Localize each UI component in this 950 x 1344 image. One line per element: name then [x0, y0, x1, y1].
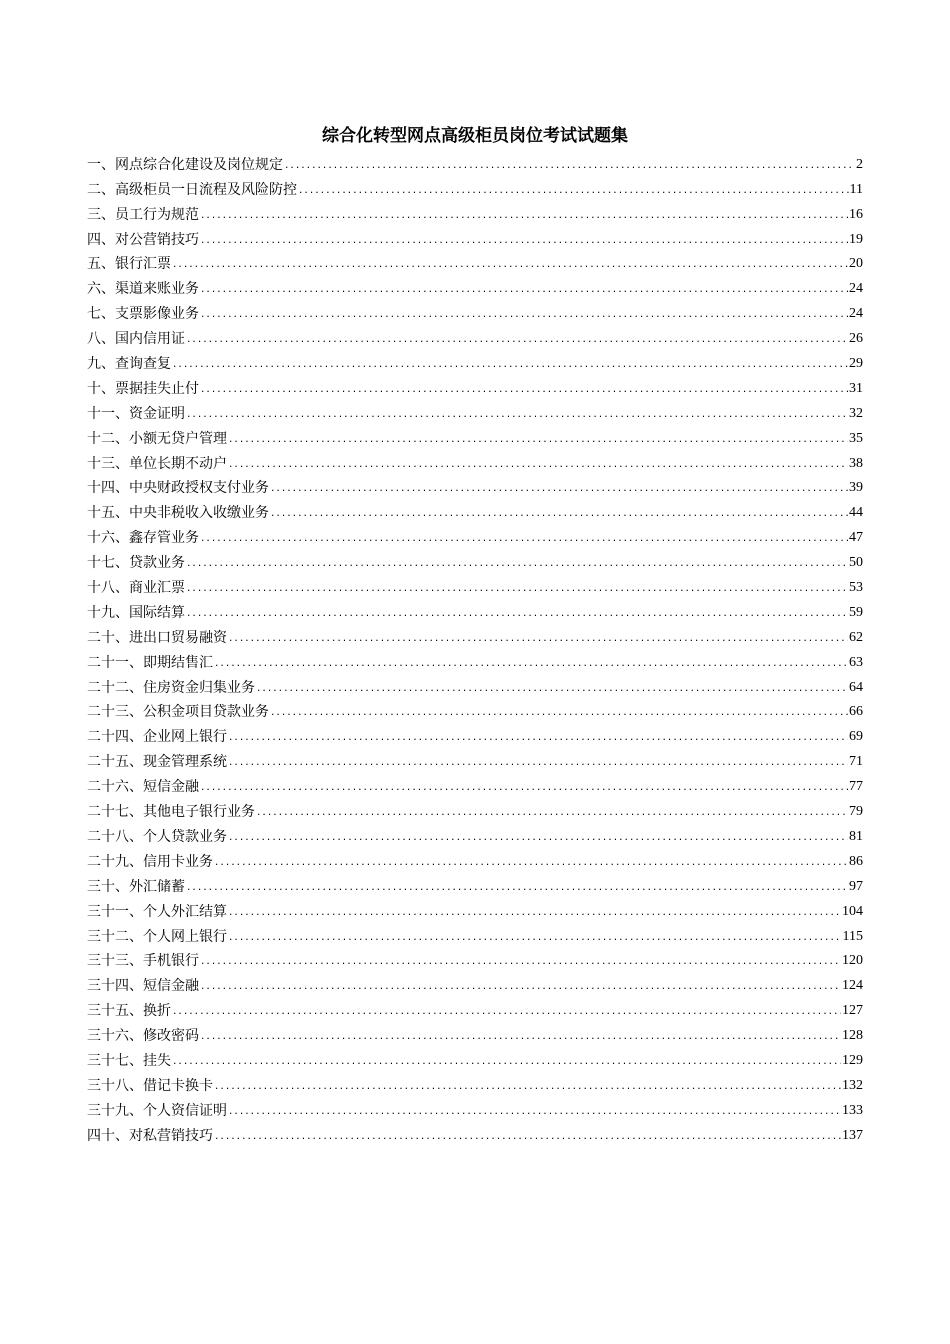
toc-entry-label: 三十八、借记卡换卡	[87, 1077, 213, 1094]
toc-dot-leader	[214, 857, 848, 869]
toc-entry[interactable]	[87, 373, 863, 398]
toc-dot-leader	[172, 359, 848, 371]
toc-entry-label: 十二、小额无贷户管理	[87, 430, 227, 447]
toc-entry[interactable]	[87, 771, 863, 796]
toc-entry[interactable]	[87, 1020, 863, 1045]
toc-dot-leader	[256, 807, 848, 819]
toc-entry-page-number: 120	[842, 953, 863, 969]
toc-entry-page-number: 47	[849, 530, 863, 546]
toc-entry-label: 六、渠道来账业务	[87, 281, 199, 298]
toc-entry-page-number: 128	[842, 1028, 863, 1044]
toc-entry-page-number: 11	[849, 181, 863, 197]
toc-entry-label: 三十二、个人网上银行	[87, 928, 227, 945]
toc-dot-leader	[200, 210, 848, 222]
toc-dot-leader	[298, 185, 849, 197]
toc-entry-page-number: 81	[849, 828, 863, 844]
toc-entry-page-number: 69	[849, 729, 863, 745]
toc-entry[interactable]	[87, 273, 863, 298]
toc-entry-page-number: 86	[849, 853, 863, 869]
toc-dot-leader	[228, 1106, 841, 1118]
toc-dot-leader	[172, 1056, 841, 1068]
toc-entry[interactable]	[87, 497, 863, 522]
toc-entry[interactable]	[87, 622, 863, 647]
toc-entry-page-number: 35	[849, 430, 863, 446]
toc-entry-page-number: 39	[849, 480, 863, 496]
toc-entry-label: 十四、中央财政授权支付业务	[87, 480, 269, 497]
toc-entry[interactable]	[87, 1070, 863, 1095]
toc-entry-label: 三十七、挂失	[87, 1052, 171, 1069]
toc-entry-label: 二十七、其他电子银行业务	[87, 804, 255, 821]
table-of-contents	[87, 149, 863, 1145]
toc-dot-leader	[228, 832, 848, 844]
toc-entry[interactable]	[87, 298, 863, 323]
toc-dot-leader	[200, 533, 848, 545]
toc-entry-label: 七、支票影像业务	[87, 306, 199, 323]
toc-dot-leader	[228, 633, 848, 645]
toc-entry[interactable]	[87, 473, 863, 498]
toc-entry-label: 三十六、修改密码	[87, 1028, 199, 1045]
toc-entry-page-number: 104	[842, 903, 863, 919]
toc-entry[interactable]	[87, 647, 863, 672]
toc-dot-leader	[186, 334, 848, 346]
toc-entry[interactable]	[87, 796, 863, 821]
toc-entry-page-number: 97	[849, 878, 863, 894]
toc-entry[interactable]	[87, 896, 863, 921]
toc-entry-label: 二十四、企业网上银行	[87, 729, 227, 746]
toc-entry[interactable]	[87, 746, 863, 771]
toc-entry-page-number: 24	[849, 281, 863, 297]
toc-entry-page-number: 137	[842, 1127, 863, 1143]
toc-entry-page-number: 38	[849, 455, 863, 471]
toc-dot-leader	[200, 981, 841, 993]
toc-entry-label: 二十二、住房资金归集业务	[87, 679, 255, 696]
toc-dot-leader	[200, 284, 848, 296]
toc-entry-page-number: 31	[849, 380, 863, 396]
toc-dot-leader	[200, 956, 841, 968]
toc-entry-page-number: 115	[842, 928, 863, 944]
toc-entry-page-number: 132	[842, 1077, 863, 1093]
toc-dot-leader	[228, 459, 848, 471]
toc-entry-label: 三十、外汇储蓄	[87, 878, 185, 895]
toc-dot-leader	[200, 1031, 841, 1043]
toc-entry-label: 三十三、手机银行	[87, 953, 199, 970]
toc-entry-label: 十六、鑫存管业务	[87, 530, 199, 547]
toc-dot-leader	[228, 434, 848, 446]
toc-entry-page-number: 71	[849, 754, 863, 770]
toc-entry-page-number: 79	[849, 804, 863, 820]
toc-entry-label: 十三、单位长期不动户	[87, 455, 227, 472]
toc-entry-page-number: 29	[849, 356, 863, 372]
toc-entry-label: 三十四、短信金融	[87, 978, 199, 995]
toc-entry-page-number: 127	[842, 1003, 863, 1019]
toc-entry[interactable]	[87, 995, 863, 1020]
toc-entry-page-number: 129	[842, 1052, 863, 1068]
toc-entry-label: 二十三、公积金项目贷款业务	[87, 704, 269, 721]
toc-entry[interactable]	[87, 348, 863, 373]
toc-entry-label: 十、票据挂失止付	[87, 380, 199, 397]
toc-entry-label: 五、银行汇票	[87, 256, 171, 273]
toc-entry[interactable]	[87, 423, 863, 448]
toc-entry-page-number: 59	[849, 604, 863, 620]
document-title: 综合化转型网点高级柜员岗位考试试题集	[322, 126, 628, 146]
toc-entry-label: 三十九、个人资信证明	[87, 1102, 227, 1119]
toc-entry-page-number: 66	[849, 704, 863, 720]
toc-entry-page-number: 50	[849, 555, 863, 571]
toc-dot-leader	[172, 1006, 841, 1018]
toc-entry[interactable]	[87, 672, 863, 697]
toc-entry-label: 三十一、个人外汇结算	[87, 903, 227, 920]
toc-entry-label: 三十五、换折	[87, 1003, 171, 1020]
toc-entry[interactable]	[87, 871, 863, 896]
toc-dot-leader	[214, 658, 848, 670]
toc-dot-leader	[200, 235, 848, 247]
toc-entry-label: 一、网点综合化建设及岗位规定	[87, 156, 283, 173]
toc-dot-leader	[270, 707, 848, 719]
toc-entry[interactable]	[87, 821, 863, 846]
toc-dot-leader	[228, 932, 842, 944]
toc-entry[interactable]	[87, 323, 863, 348]
toc-entry[interactable]	[87, 174, 863, 199]
toc-entry-page-number: 16	[849, 206, 863, 222]
toc-entry-page-number: 32	[849, 405, 863, 421]
toc-entry-page-number: 77	[849, 779, 863, 795]
toc-entry-label: 二十、进出口贸易融资	[87, 629, 227, 646]
toc-entry-page-number: 20	[849, 256, 863, 272]
toc-dot-leader	[186, 608, 848, 620]
toc-dot-leader	[256, 683, 848, 695]
toc-dot-leader	[214, 1081, 841, 1093]
toc-entry-label: 十五、中央非税收入收缴业务	[87, 505, 269, 522]
toc-entry[interactable]	[87, 224, 863, 249]
toc-entry[interactable]	[87, 1120, 863, 1145]
toc-entry[interactable]	[87, 149, 863, 174]
toc-entry-label: 二十一、即期结售汇	[87, 654, 213, 671]
toc-entry-page-number: 26	[849, 331, 863, 347]
toc-entry-label: 二、高级柜员一日流程及风险防控	[87, 181, 297, 198]
toc-entry[interactable]	[87, 448, 863, 473]
toc-entry[interactable]	[87, 547, 863, 572]
toc-entry-label: 十一、资金证明	[87, 405, 185, 422]
toc-entry-label: 八、国内信用证	[87, 331, 185, 348]
toc-entry-page-number: 124	[842, 978, 863, 994]
toc-dot-leader	[270, 508, 848, 520]
toc-entry[interactable]	[87, 921, 863, 946]
toc-entry-label: 三、员工行为规范	[87, 206, 199, 223]
toc-entry-page-number: 44	[849, 505, 863, 521]
toc-entry-label: 二十五、现金管理系统	[87, 754, 227, 771]
toc-dot-leader	[186, 409, 848, 421]
toc-entry[interactable]	[87, 1095, 863, 1120]
toc-entry[interactable]	[87, 1045, 863, 1070]
toc-entry-page-number: 19	[849, 231, 863, 247]
toc-entry-page-number: 53	[849, 580, 863, 596]
toc-dot-leader	[186, 583, 848, 595]
toc-dot-leader	[200, 384, 848, 396]
toc-entry[interactable]	[87, 572, 863, 597]
toc-dot-leader	[186, 882, 848, 894]
toc-entry[interactable]	[87, 697, 863, 722]
toc-entry-label: 二十九、信用卡业务	[87, 853, 213, 870]
toc-entry-label: 四、对公营销技巧	[87, 231, 199, 248]
toc-entry[interactable]	[87, 721, 863, 746]
toc-dot-leader	[200, 309, 848, 321]
toc-entry[interactable]	[87, 199, 863, 224]
toc-dot-leader	[228, 757, 848, 769]
toc-entry[interactable]	[87, 249, 863, 274]
toc-entry[interactable]	[87, 597, 863, 622]
toc-entry-label: 十八、商业汇票	[87, 580, 185, 597]
toc-entry[interactable]	[87, 946, 863, 971]
toc-entry-label: 十七、贷款业务	[87, 555, 185, 572]
toc-entry-page-number: 62	[849, 629, 863, 645]
toc-dot-leader	[200, 782, 848, 794]
toc-dot-leader	[186, 558, 848, 570]
toc-entry-page-number: 133	[842, 1102, 863, 1118]
toc-entry-label: 十九、国际结算	[87, 604, 185, 621]
toc-entry-label: 二十六、短信金融	[87, 779, 199, 796]
toc-entry[interactable]	[87, 846, 863, 871]
toc-entry-page-number: 24	[849, 306, 863, 322]
toc-dot-leader	[228, 907, 841, 919]
toc-dot-leader	[172, 259, 848, 271]
toc-entry-label: 二十八、个人贷款业务	[87, 828, 227, 845]
toc-entry-label: 四十、对私营销技巧	[87, 1127, 213, 1144]
toc-entry-page-number: 2	[856, 156, 863, 172]
toc-dot-leader	[214, 1131, 841, 1143]
toc-dot-leader	[270, 483, 848, 495]
toc-entry-page-number: 63	[849, 654, 863, 670]
toc-dot-leader	[284, 160, 855, 172]
toc-entry[interactable]	[87, 970, 863, 995]
toc-entry[interactable]	[87, 398, 863, 423]
toc-entry-label: 九、查询查复	[87, 356, 171, 373]
toc-dot-leader	[228, 732, 848, 744]
toc-entry-page-number: 64	[849, 679, 863, 695]
toc-entry[interactable]	[87, 522, 863, 547]
